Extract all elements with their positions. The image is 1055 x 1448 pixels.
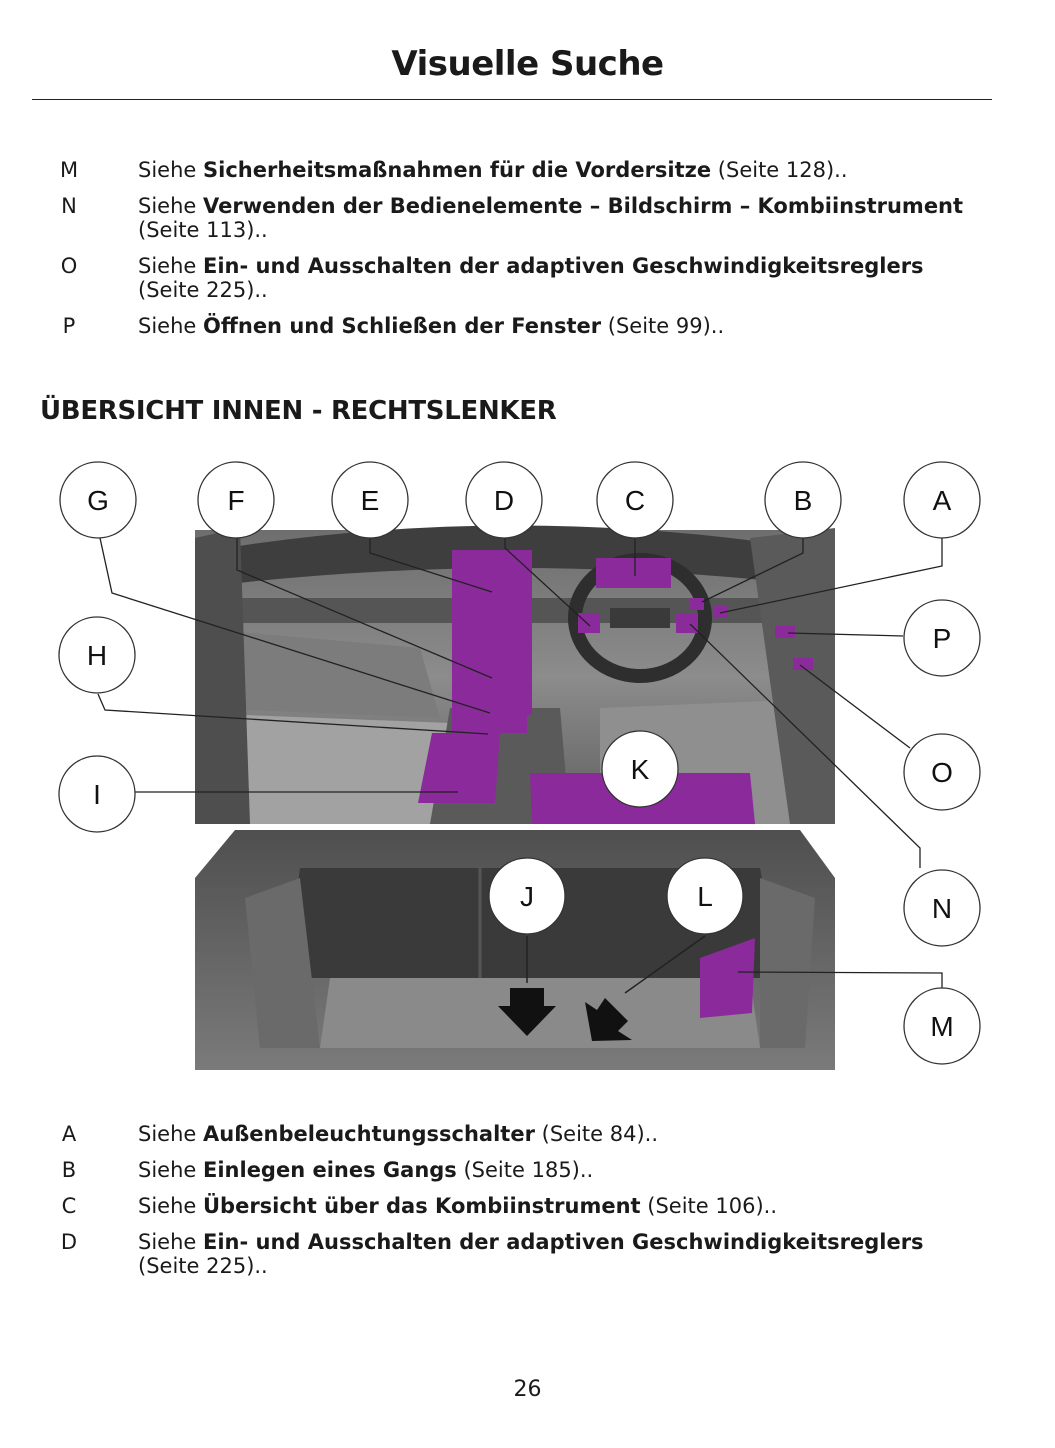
list-item xyxy=(0,1230,1055,1278)
list-description: Siehe Ein- und Ausschalten der adaptiven Geschwindigkeitsreglers (Seite 225).. xyxy=(138,254,924,302)
callout-L xyxy=(667,858,743,934)
callout-J xyxy=(489,858,565,934)
svg-text:G: G xyxy=(87,485,109,516)
highlight-N xyxy=(676,613,698,633)
list-description: Siehe Einlegen eines Gangs (Seite 185).. xyxy=(138,1158,594,1182)
svg-text:C: C xyxy=(624,485,646,516)
svg-text:B: B xyxy=(793,485,813,516)
reference-link: Ein- und Ausschalten der adaptiven Geschwindigkeitsreglers xyxy=(203,254,924,278)
section-heading: ÜBERSICHT INNEN - RECHTSLENKER xyxy=(40,396,557,426)
svg-text:I: I xyxy=(93,779,101,810)
list-letter: C xyxy=(61,1194,77,1218)
list-item xyxy=(0,194,1055,242)
svg-text:M: M xyxy=(930,1011,954,1042)
list-item xyxy=(0,1122,1055,1146)
list-letter: O xyxy=(60,254,78,278)
callout-K xyxy=(602,731,678,807)
list-description: Siehe Übersicht über das Kombiinstrument (Seite 106).. xyxy=(138,1194,778,1218)
page-title: Visuelle Suche xyxy=(391,44,664,84)
list-letter: B xyxy=(61,1158,77,1182)
list-description: Siehe Sicherheitsmaßnahmen für die Vordersitze (Seite 128).. xyxy=(138,158,848,182)
callout-E xyxy=(332,462,408,538)
callout-F xyxy=(198,462,274,538)
callout-I xyxy=(59,756,135,832)
highlight-O xyxy=(793,658,813,670)
reference-link: Sicherheitsmaßnahmen für die Vordersitze xyxy=(203,158,712,182)
reference-link: Ein- und Ausschalten der adaptiven Geschwindigkeitsreglers xyxy=(203,1230,924,1254)
svg-text:E: E xyxy=(360,485,380,516)
svg-text:A: A xyxy=(932,485,952,516)
callout-M xyxy=(904,988,980,1064)
list-letter: N xyxy=(61,194,77,218)
page-number: 26 xyxy=(513,1377,542,1402)
reference-link: Einlegen eines Gangs xyxy=(203,1158,457,1182)
highlight-E xyxy=(452,550,532,695)
callout-B xyxy=(765,462,841,538)
reference-link: Öffnen und Schließen der Fenster xyxy=(203,314,602,338)
callout-N xyxy=(904,870,980,946)
list-letter: M xyxy=(59,158,79,182)
list-item xyxy=(0,254,1055,302)
list-item xyxy=(0,158,1055,182)
list-description: Siehe Verwenden der Bedienelemente – Bildschirm – Kombiinstrument (Seite 113).. xyxy=(138,194,964,242)
callout-P xyxy=(904,600,980,676)
callout-D xyxy=(466,462,542,538)
svg-text:J: J xyxy=(520,881,534,912)
callout-G xyxy=(60,462,136,538)
highlight-P xyxy=(775,626,795,638)
highlight-D xyxy=(578,613,600,633)
list-item xyxy=(0,1158,1055,1182)
list-letter: P xyxy=(62,314,76,338)
svg-text:O: O xyxy=(931,757,953,788)
svg-text:H: H xyxy=(86,640,108,671)
list-letter: A xyxy=(61,1122,77,1146)
reference-link: Verwenden der Bedienelemente – Bildschirm – Kombiinstrument xyxy=(203,194,964,218)
callout-O xyxy=(904,734,980,810)
list-item xyxy=(0,1194,1055,1218)
list-description: Siehe Öffnen und Schließen der Fenster (Seite 99).. xyxy=(138,314,725,338)
highlight-B xyxy=(690,598,704,610)
title-divider xyxy=(32,99,992,100)
interior-overview-figure xyxy=(0,458,1055,1088)
svg-text:K: K xyxy=(630,754,650,785)
list-description: Siehe Außenbeleuchtungsschalter (Seite 84).. xyxy=(138,1122,658,1146)
highlight-C xyxy=(596,558,671,588)
list-letter: D xyxy=(60,1230,78,1254)
reference-link: Übersicht über das Kombiinstrument xyxy=(203,1194,641,1218)
svg-text:D: D xyxy=(493,485,515,516)
list-description: Siehe Ein- und Ausschalten der adaptiven Geschwindigkeitsreglers (Seite 225).. xyxy=(138,1230,924,1278)
list-item xyxy=(0,314,1055,338)
highlight-H xyxy=(452,715,527,733)
callout-H xyxy=(59,617,135,693)
bottom-list xyxy=(0,1122,1055,1278)
svg-text:F: F xyxy=(227,485,245,516)
svg-text:N: N xyxy=(931,893,953,924)
top-list xyxy=(0,158,1055,338)
reference-link: Außenbeleuchtungsschalter xyxy=(203,1122,535,1146)
callout-A xyxy=(904,462,980,538)
callout-C xyxy=(597,462,673,538)
svg-text:P: P xyxy=(932,623,952,654)
svg-text:L: L xyxy=(697,881,713,912)
